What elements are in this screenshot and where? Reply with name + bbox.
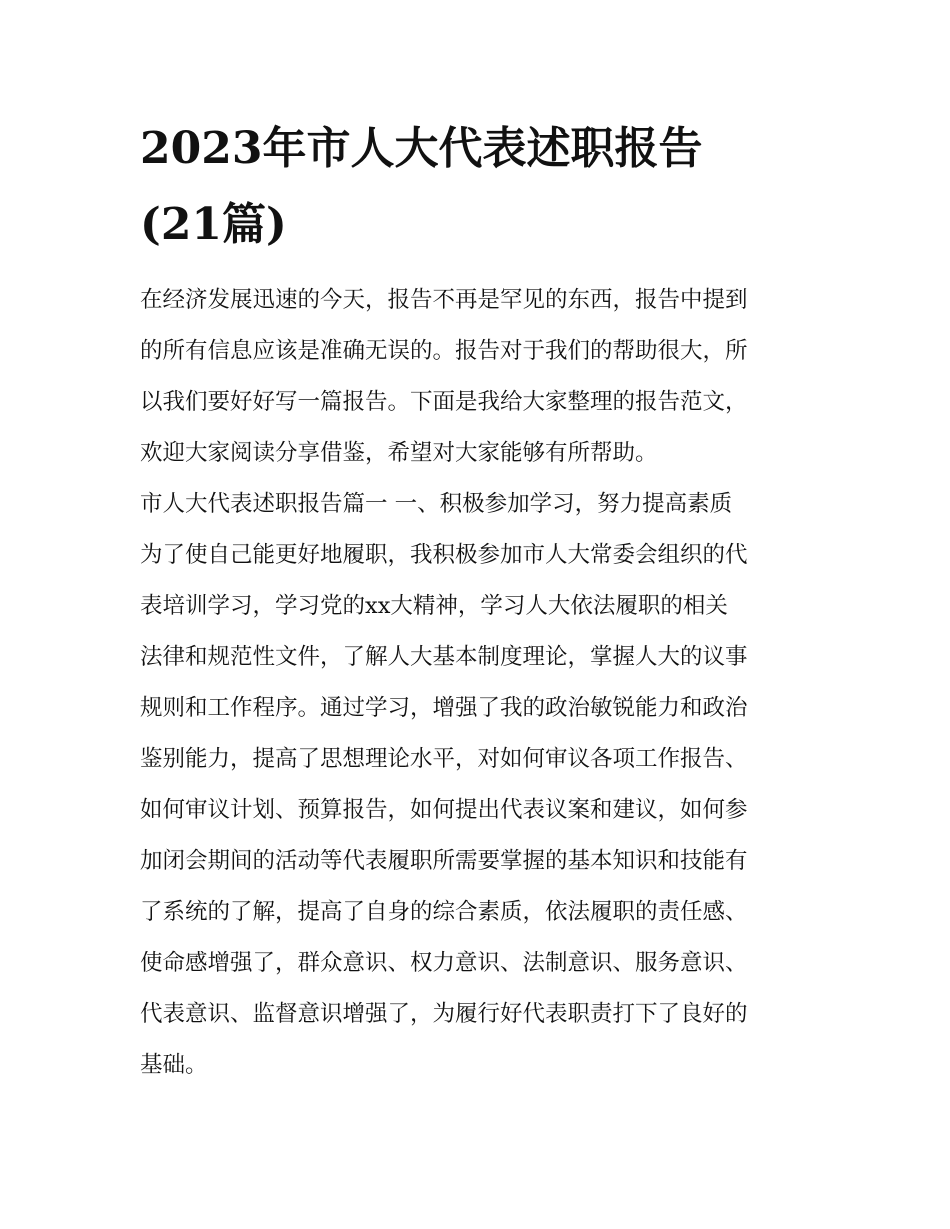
title-line: 2023年市人大代表述职报告 bbox=[140, 123, 703, 174]
body-line: 了系统的了解，提高了自身的综合素质，依法履职的责任感、 bbox=[140, 899, 748, 925]
section-heading-line: 市人大代表述职报告篇一 一、积极参加学习，努力提高素质 bbox=[140, 491, 733, 517]
document-body bbox=[140, 275, 820, 1091]
body-line: 基础。 bbox=[140, 1052, 208, 1078]
body-line: 表培训学习，学习党的xx大精神，学习人大依法履职的相关 bbox=[140, 593, 728, 619]
body-line: 欢迎大家阅读分享借鉴，希望对大家能够有所帮助。 bbox=[140, 440, 658, 466]
body-line: 使命感增强了，群众意识、权力意识、法制意识、服务意识、 bbox=[140, 950, 748, 976]
body-line: 鉴别能力，提高了思想理论水平，对如何审议各项工作报告、 bbox=[140, 746, 748, 772]
body-line: 如何审议计划、预算报告，如何提出代表议案和建议，如何参 bbox=[140, 797, 748, 823]
document-page bbox=[140, 0, 820, 1091]
body-line: 法律和规范性文件，了解人大基本制度理论，掌握人大的议事 bbox=[140, 644, 748, 670]
document-title bbox=[140, 0, 820, 257]
body-line: 的所有信息应该是准确无误的。报告对于我们的帮助很大，所 bbox=[140, 338, 748, 364]
body-line: 加闭会期间的活动等代表履职所需要掌握的基本知识和技能有 bbox=[140, 848, 748, 874]
body-line: 以我们要好好写一篇报告。下面是我给大家整理的报告范文， bbox=[140, 389, 748, 415]
body-line: 规则和工作程序。通过学习，增强了我的政治敏锐能力和政治 bbox=[140, 695, 748, 721]
body-line: 代表意识、监督意识增强了，为履行好代表职责打下了良好的 bbox=[140, 1001, 748, 1027]
title-line: (21篇) bbox=[140, 199, 287, 250]
body-line: 在经济发展迅速的今天，报告不再是罕见的东西，报告中提到 bbox=[140, 287, 748, 313]
body-line: 为了使自己能更好地履职，我积极参加市人大常委会组织的代 bbox=[140, 542, 748, 568]
